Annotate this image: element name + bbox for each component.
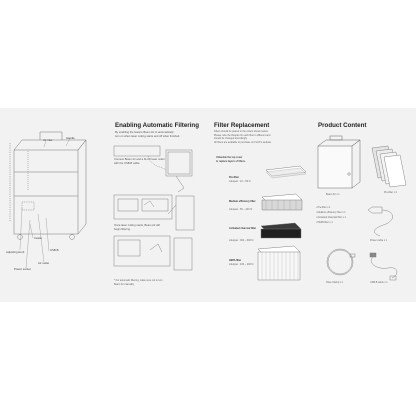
filter-replacement-title: Filter Replacement [214,122,270,129]
step2-text-1: Once laser cutting starts, Beam Air will [114,224,160,227]
unbuckle-text-2: to replace layers of filters. [216,159,246,163]
power-cable-item: Power cable x 1 [370,239,388,242]
usb-cable-item: USB-B cable x 1 [370,281,388,284]
filter-intro-3: should be changed accordingly. [214,137,248,140]
hose-clamp-item: Hose Clamp x 1 [326,281,344,284]
prefilter-item: Pre-filter x 4 [384,191,397,194]
power-socket-label: Power socket [14,267,31,271]
charcoal-filter-lifespan: Lifespan : 300 ~ 600 hr [229,239,254,242]
air-outlet-label: Air outlet [38,261,50,265]
beam-air-item: Beam Air x 1 [326,193,340,196]
hepa-filter-name: HEPA filter [229,259,242,262]
caster-label: Caster [34,236,43,240]
prefilter-lifespan: Lifespan : 10 ~ 50 hr [229,180,251,183]
filter-list-4: • HEPA filter x 1 [316,221,333,224]
step2-text-2: begin filtering. [114,228,131,231]
auto-filter-intro-2: turn on when laser cutting starts and off when finished. [115,135,180,138]
product-content-title: Product Content [318,122,367,129]
adjusting-knob-label: Adjusting knob [6,250,25,254]
usb-label: USB-B [50,248,59,252]
auto-filter-title: Enabling Automatic Filtering [115,122,199,129]
auto-filter-note-2: Beam Air manually. [114,283,135,286]
filter-intro-4: All filters are available to purchase on FLUX's website. [214,140,272,144]
prefilter-name: Pre-filter [229,176,239,179]
filter-list-3: • Activated charcoal filter x 1 [316,216,346,219]
handle-label: Handle [66,136,75,140]
auto-filter-intro-1: By enabling the feature Beam Air to automatically [115,131,174,134]
medium-filter-name: Medium efficiency filter [229,200,256,203]
charcoal-filter-name: Activated charcoal filter [229,227,257,230]
auto-filter-note-1: * For automatic filtering, make sure not to turn [114,279,163,282]
air-inlet-label: Air inlet [43,138,53,142]
filter-intro-1: Filters should be placed in the orders shown below. [214,130,269,133]
filter-intro-2: Please note the lifespan for each filter is different and [214,133,271,137]
medium-filter-lifespan: Lifespan : 50 ~ 100 hr [229,208,253,211]
step1-text-2: with the USB-B cable. [114,162,141,165]
filter-list-2: • Medium efficiency filter x 1 [316,211,346,214]
hepa-filter-lifespan: Lifespan : 100 ~ 200 hr [229,263,254,266]
filter-list-1: • Pre-filter x 1 [316,206,331,209]
unbuckle-text-1: Unbuckle the top cover [216,156,243,159]
step1-text-1: Connect Beam Air and a FLUX laser cutter [114,158,165,161]
